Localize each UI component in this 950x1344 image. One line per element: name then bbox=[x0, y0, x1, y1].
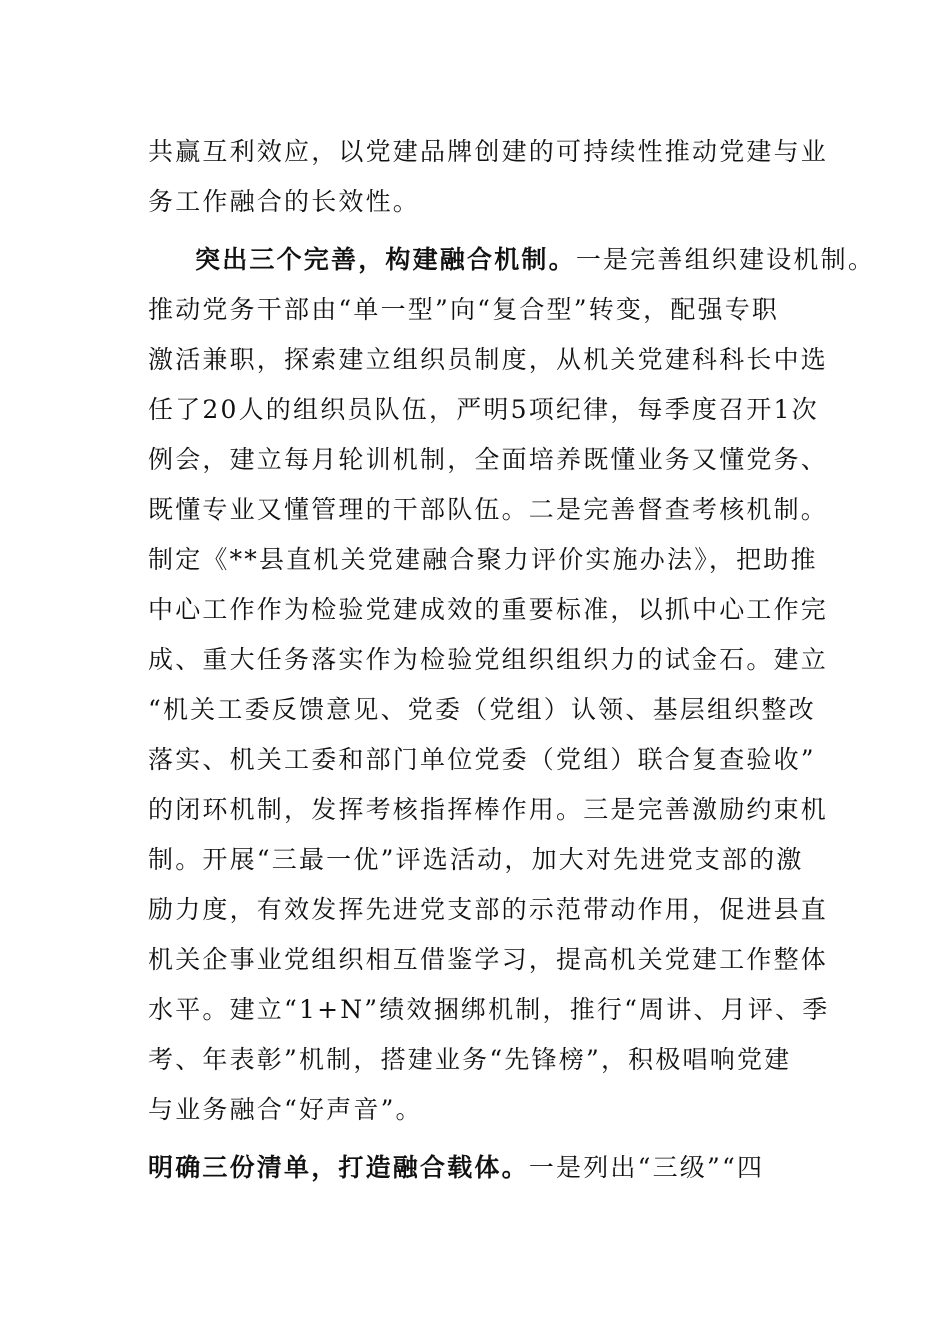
paragraph-2-line: 励力度，有效发挥先进党支部的示范带动作用，促进县直 bbox=[148, 895, 829, 924]
paragraph-2-line: 考、年表彰”机制，搭建业务“先锋榜”，积极唱响党建 bbox=[148, 1045, 792, 1074]
paragraph-2-line: 制定《**县直机关党建融合聚力评价实施办法》，把助推 bbox=[148, 545, 818, 574]
paragraph-2-line: 任了20人的组织员队伍，严明5项纪律，每季度召开1次 bbox=[148, 395, 819, 424]
paragraph-2-line-1-text: 一是完善组织建设机制。 bbox=[575, 245, 876, 274]
paragraph-2-line: 落实、机关工委和部门单位党委（党组）联合复查验收” bbox=[148, 745, 816, 774]
paragraph-2-line: 中心工作作为检验党建成效的重要标准，以抓中心工作完 bbox=[148, 595, 829, 624]
paragraph-2-line: 既懂专业又懂管理的干部队伍。二是完善督查考核机制。 bbox=[148, 495, 829, 524]
paragraph-3-line-1-text: 一是列出“三级”“四 bbox=[528, 1153, 765, 1182]
paragraph-2-line: “机关工委反馈意见、党委（党组）认领、基层组织整改 bbox=[148, 695, 816, 724]
paragraph-1-line-2: 务工作融合的长效性。 bbox=[148, 187, 421, 216]
paragraph-3-heading: 明确三份清单，打造融合载体。 bbox=[148, 1153, 529, 1182]
paragraph-2-line: 水平。建立“1+N”绩效捆绑机制，推行“周讲、月评、季 bbox=[148, 995, 830, 1024]
paragraph-3-line-1 bbox=[148, 1148, 828, 1188]
paragraph-2-line: 的闭环机制，发挥考核指挥棒作用。三是完善激励约束机 bbox=[148, 795, 829, 824]
paragraph-2-line: 成、重大任务落实作为检验党组织组织力的试金石。建立 bbox=[148, 645, 829, 674]
paragraph-1-line-1: 共赢互利效应，以党建品牌创建的可持续性推动党建与业 bbox=[148, 137, 829, 166]
paragraph-2-line: 例会，建立每月轮训机制，全面培养既懂业务又懂党务、 bbox=[148, 445, 829, 474]
paragraph-2-line: 制。开展“三最一优”评选活动，加大对先进党支部的激 bbox=[148, 845, 804, 874]
paragraph-2-heading: 突出三个完善，构建融合机制。 bbox=[195, 245, 576, 274]
paragraph-2-line: 推动党务干部由“单一型”向“复合型”转变，配强专职 bbox=[148, 295, 780, 324]
paragraph-2-line: 机关企事业党组织相互借鉴学习，提高机关党建工作整体 bbox=[148, 945, 829, 974]
paragraph-2-line: 与业务融合“好声音”。 bbox=[148, 1095, 423, 1124]
paragraph-2-line: 激活兼职，探索建立组织员制度，从机关党建科科长中选 bbox=[148, 345, 829, 374]
paragraph-2-line-1 bbox=[195, 240, 875, 280]
